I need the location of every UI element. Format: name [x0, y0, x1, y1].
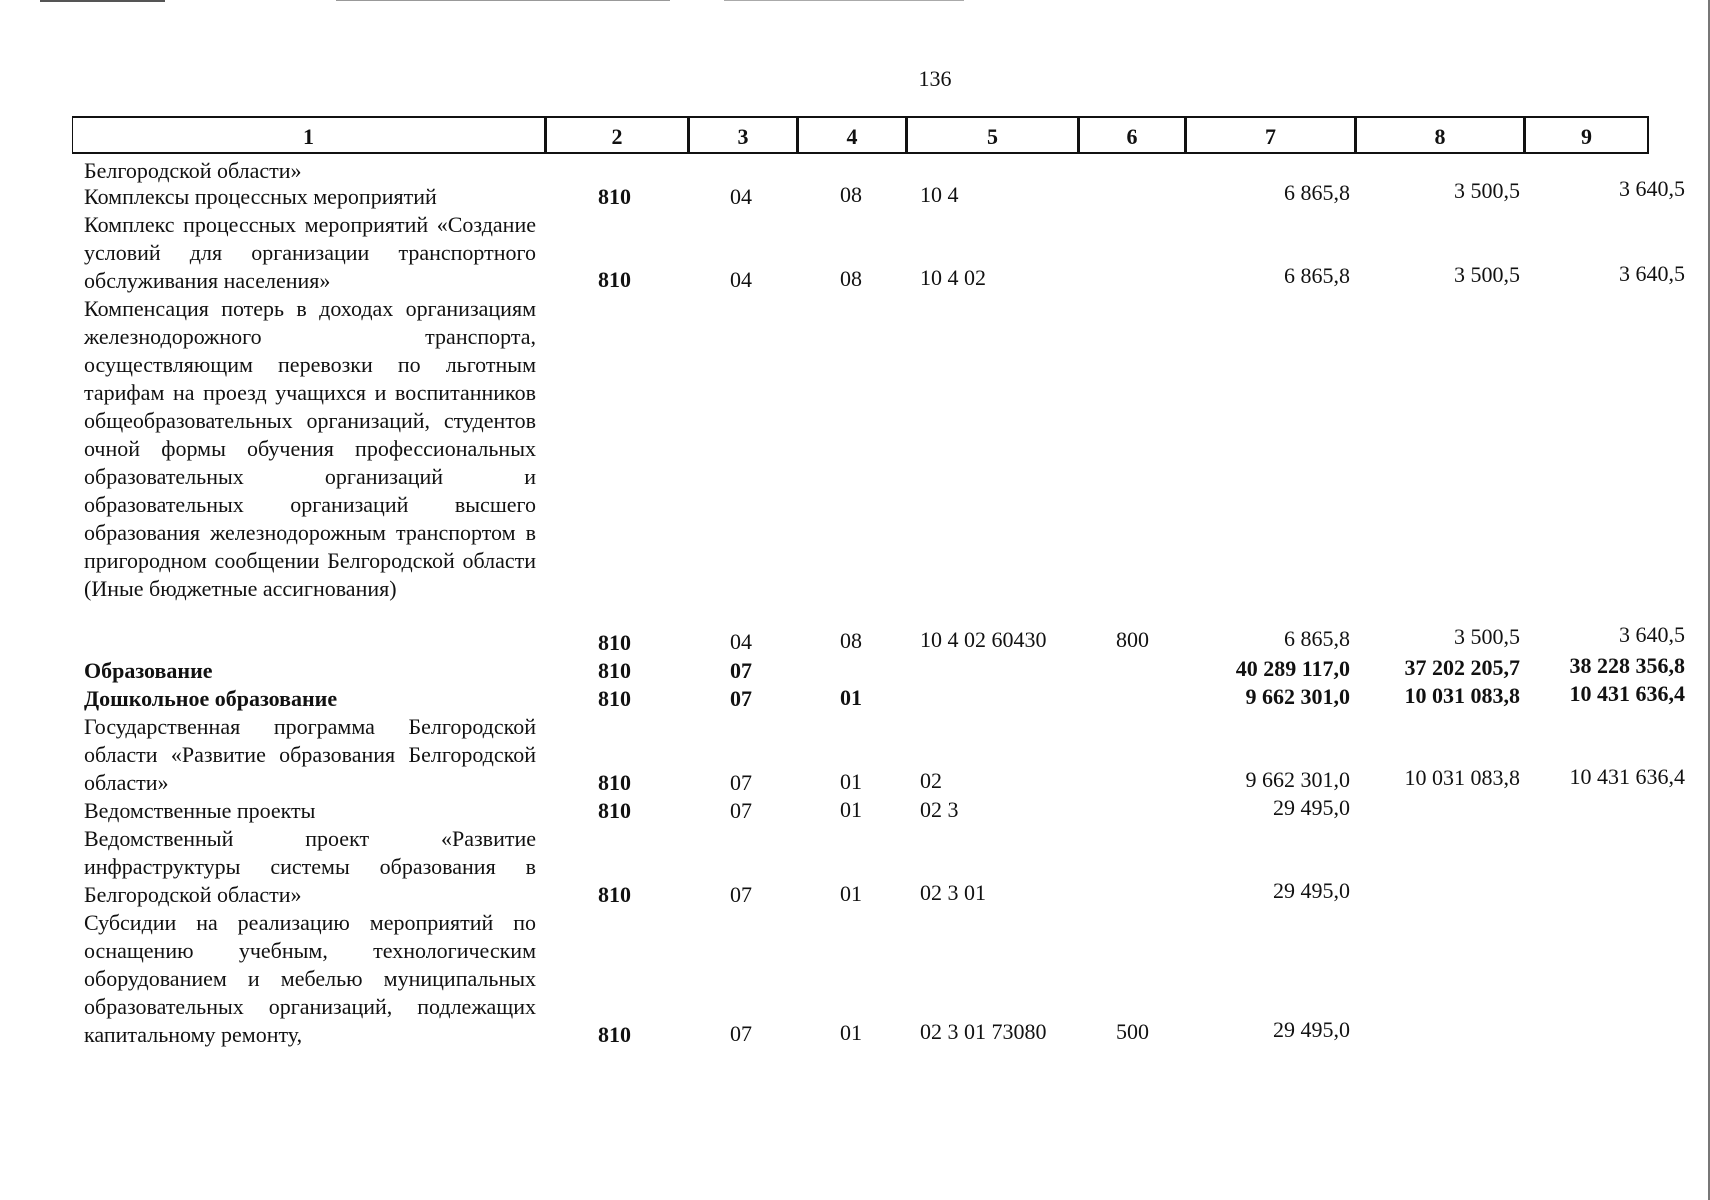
header-col-7: 7 — [1186, 116, 1356, 154]
header-col-6: 6 — [1079, 116, 1186, 154]
cell-col-4: 08 — [840, 266, 862, 291]
cell-col-4: 08 — [840, 182, 862, 207]
row-description: Ведомственный проект «Развитие инфраструктуры системы образования в Белгородской области» — [84, 826, 536, 907]
cell-col-5: 02 3 — [920, 797, 959, 822]
cell-col-3: 07 — [730, 882, 752, 907]
cell-col-8: 3 500,5 — [1454, 624, 1520, 649]
cell-col-3: 07 — [730, 686, 752, 711]
cell-col-4: 08 — [840, 628, 862, 653]
cell-col-9: 10 431 636,4 — [1569, 681, 1685, 706]
cell-col-8: 10 031 083,8 — [1404, 765, 1520, 790]
cell-col-9: 10 431 636,4 — [1569, 764, 1685, 789]
header-col-4: 4 — [798, 116, 907, 154]
header-col-2: 2 — [546, 116, 689, 154]
row-description: Комплекс процессных мероприятий «Создание условий для организации транспортного обслуживания населения» — [84, 212, 536, 293]
row-description: Компенсация потерь в доходах организациям железнодорожного транспорта, осуществляющим перевозки по льготным тарифам на проезд учащихся и воспитанников общеобразовательных организаций, студентов очной формы обучения профессиональных образовательных организаций и образовательных организаций высшего образования железнодорожным транспортом в пригородном сообщении Белгородской области (Иные бюджетные ассигнования) — [84, 296, 536, 601]
row-description: Белгородской области» — [84, 158, 302, 183]
cell-col-2: 810 — [598, 798, 631, 823]
cell-col-4: 01 — [840, 881, 862, 906]
cell-col-3: 07 — [730, 1021, 752, 1046]
cell-col-7: 6 865,8 — [1284, 180, 1350, 205]
cell-col-5: 10 4 — [920, 182, 959, 207]
cell-col-9: 38 228 356,8 — [1569, 653, 1685, 678]
cell-col-2: 810 — [598, 658, 631, 683]
cell-col-9: 3 640,5 — [1619, 622, 1685, 647]
row-description: Субсидии на реализацию мероприятий по оснащению учебным, технологическим оборудованием и мебелью муниципальных образовательных организаций, подлежащих капитальному ремонту, — [84, 910, 536, 1047]
cell-col-6: 500 — [1116, 1019, 1149, 1044]
cell-col-2: 810 — [598, 770, 631, 795]
header-col-8: 8 — [1356, 116, 1525, 154]
cell-col-8: 37 202 205,7 — [1404, 655, 1520, 680]
cell-col-7: 6 865,8 — [1284, 626, 1350, 651]
cell-col-2: 810 — [598, 630, 631, 655]
cell-col-5: 10 4 02 60430 — [920, 627, 1047, 652]
cell-col-5: 02 3 01 73080 — [920, 1019, 1047, 1044]
cell-col-4: 01 — [840, 1020, 862, 1045]
cell-col-4: 01 — [840, 797, 862, 822]
cell-col-9: 3 640,5 — [1619, 176, 1685, 201]
row-description: Комплексы процессных мероприятий — [84, 184, 437, 209]
row-description: Государственная программа Белгородской области «Развитие образования Белгородской области» — [84, 714, 536, 795]
cell-col-8: 10 031 083,8 — [1404, 683, 1520, 708]
cell-col-2: 810 — [598, 882, 631, 907]
header-col-9: 9 — [1525, 116, 1649, 154]
cell-col-5: 10 4 02 — [920, 265, 986, 290]
cell-col-3: 07 — [730, 798, 752, 823]
row-description: Ведомственные проекты — [84, 798, 316, 823]
cell-col-7: 40 289 117,0 — [1235, 656, 1350, 681]
cell-col-9: 3 640,5 — [1619, 261, 1685, 286]
cell-col-7: 29 495,0 — [1273, 795, 1350, 820]
header-col-5: 5 — [907, 116, 1079, 154]
page-number: 136 — [918, 66, 952, 91]
cell-col-4: 01 — [840, 685, 862, 710]
cell-col-3: 04 — [730, 184, 752, 209]
row-description: Образование — [84, 658, 213, 683]
cell-col-7: 29 495,0 — [1273, 878, 1350, 903]
cell-col-8: 3 500,5 — [1454, 262, 1520, 287]
cell-col-3: 04 — [730, 629, 752, 654]
cell-col-4: 01 — [840, 769, 862, 794]
cell-col-2: 810 — [598, 267, 631, 292]
cell-col-2: 810 — [598, 686, 631, 711]
cell-col-3: 07 — [730, 658, 752, 683]
row-description: Дошкольное образование — [84, 686, 338, 711]
cell-col-5: 02 — [920, 768, 942, 793]
header-col-1: 1 — [72, 116, 546, 154]
cell-col-5: 02 3 01 — [920, 880, 986, 905]
cell-col-3: 07 — [730, 770, 752, 795]
cell-col-7: 29 495,0 — [1273, 1017, 1350, 1042]
cell-col-7: 9 662 301,0 — [1245, 684, 1350, 709]
cell-col-7: 9 662 301,0 — [1245, 767, 1350, 792]
cell-col-3: 04 — [730, 267, 752, 292]
cell-col-2: 810 — [598, 184, 631, 209]
cell-col-8: 3 500,5 — [1454, 178, 1520, 203]
cell-col-2: 810 — [598, 1022, 631, 1047]
cell-col-7: 6 865,8 — [1284, 263, 1350, 288]
header-col-3: 3 — [689, 116, 798, 154]
cell-col-6: 800 — [1116, 627, 1149, 652]
